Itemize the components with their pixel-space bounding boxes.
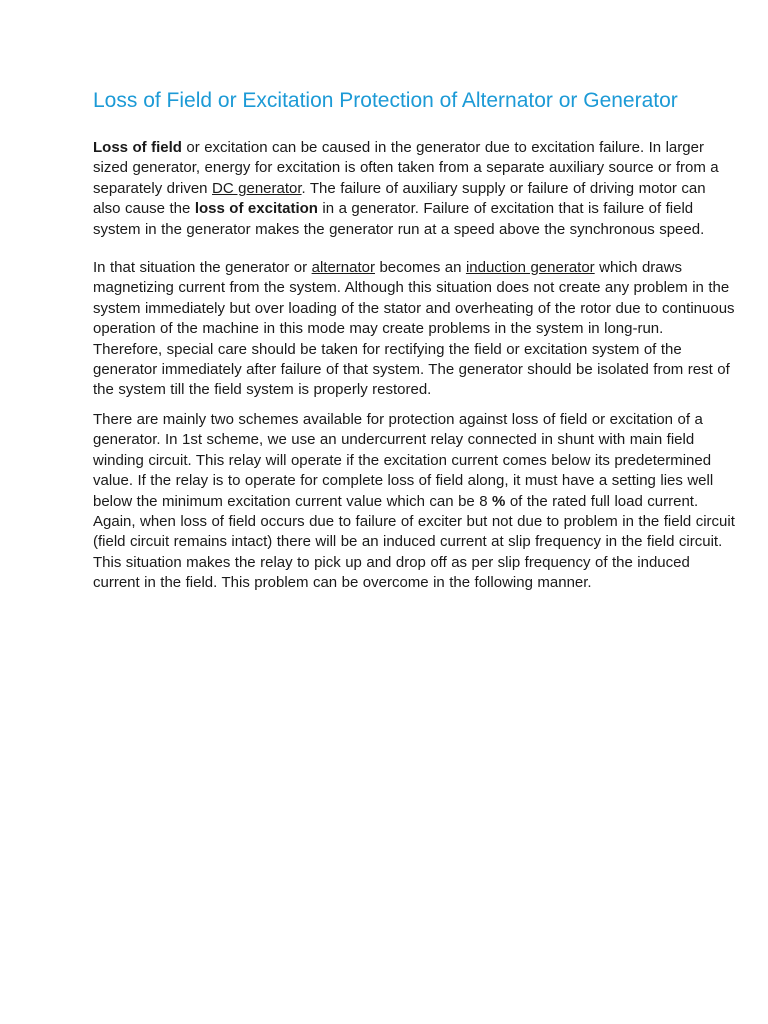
paragraph-text: or excitation can be caused in the generator due to excitation failure. In larger sized generator, energy for excitation is often taken from a separate auxiliary source or from a separately driven bbox=[93, 139, 719, 197]
paragraph-1 bbox=[93, 138, 735, 240]
bold-text: loss of excitation bbox=[194, 200, 318, 218]
paragraph-text: becomes an bbox=[374, 259, 466, 277]
bold-text: Loss of field bbox=[93, 139, 182, 156]
article-title: Loss of Field or Excitation Protection of Alternator or Generator bbox=[93, 89, 678, 112]
paragraph-text: in a generator. Failure of excitation that is failure of field system in the generator makes the generator run at a speed above the synchronous speed. bbox=[93, 200, 705, 238]
paragraph-text: which draws magnetizing current from the system. Although this situation does not create any problem in the system immediately but over loading of the stator and overheating of the rotor due to continuous operation of the machine in this mode may create problems in the system in long-run. Therefore, special care should be taken for rectifying the field or excitation system of the generator immediately after failure of that system. The generator should be isolated from rest of the system till the field system is properly restored. bbox=[93, 259, 735, 399]
paragraph-text: . The failure of auxiliary supply or failure of driving motor can also cause the bbox=[93, 179, 706, 218]
alternator-link[interactable]: alternator bbox=[311, 259, 375, 277]
induction-generator-link[interactable]: induction generator bbox=[465, 259, 595, 277]
paragraph-3 bbox=[93, 410, 735, 594]
paragraph-text: of the rated full load current. Again, when loss of field occurs due to failure of exciter but not due to problem in the field circuit (field circuit remains intact) there will be an induced current at slip frequency in the field circuit. This situation makes the relay to pick up and drop off as per slip frequency of the induced current in the field. This problem can be overcome in the following manner. bbox=[93, 492, 735, 592]
paragraph-2 bbox=[93, 258, 735, 401]
dc-generator-link[interactable]: DC generator bbox=[212, 179, 302, 197]
article bbox=[93, 88, 735, 594]
paragraph-text: In that situation the generator or bbox=[93, 259, 312, 277]
bold-text: % bbox=[492, 492, 506, 510]
paragraph-text: There are mainly two schemes available for protection against loss of field or excitation of a generator. In 1st scheme, we use an undercurrent relay connected in shunt with main field winding circuit. This relay will operate if the excitation current comes below its predetermined value. If the relay is to operate for complete loss of field along, it must have a setting lies well below the minimum excitation current value which can be 8 bbox=[93, 410, 714, 510]
